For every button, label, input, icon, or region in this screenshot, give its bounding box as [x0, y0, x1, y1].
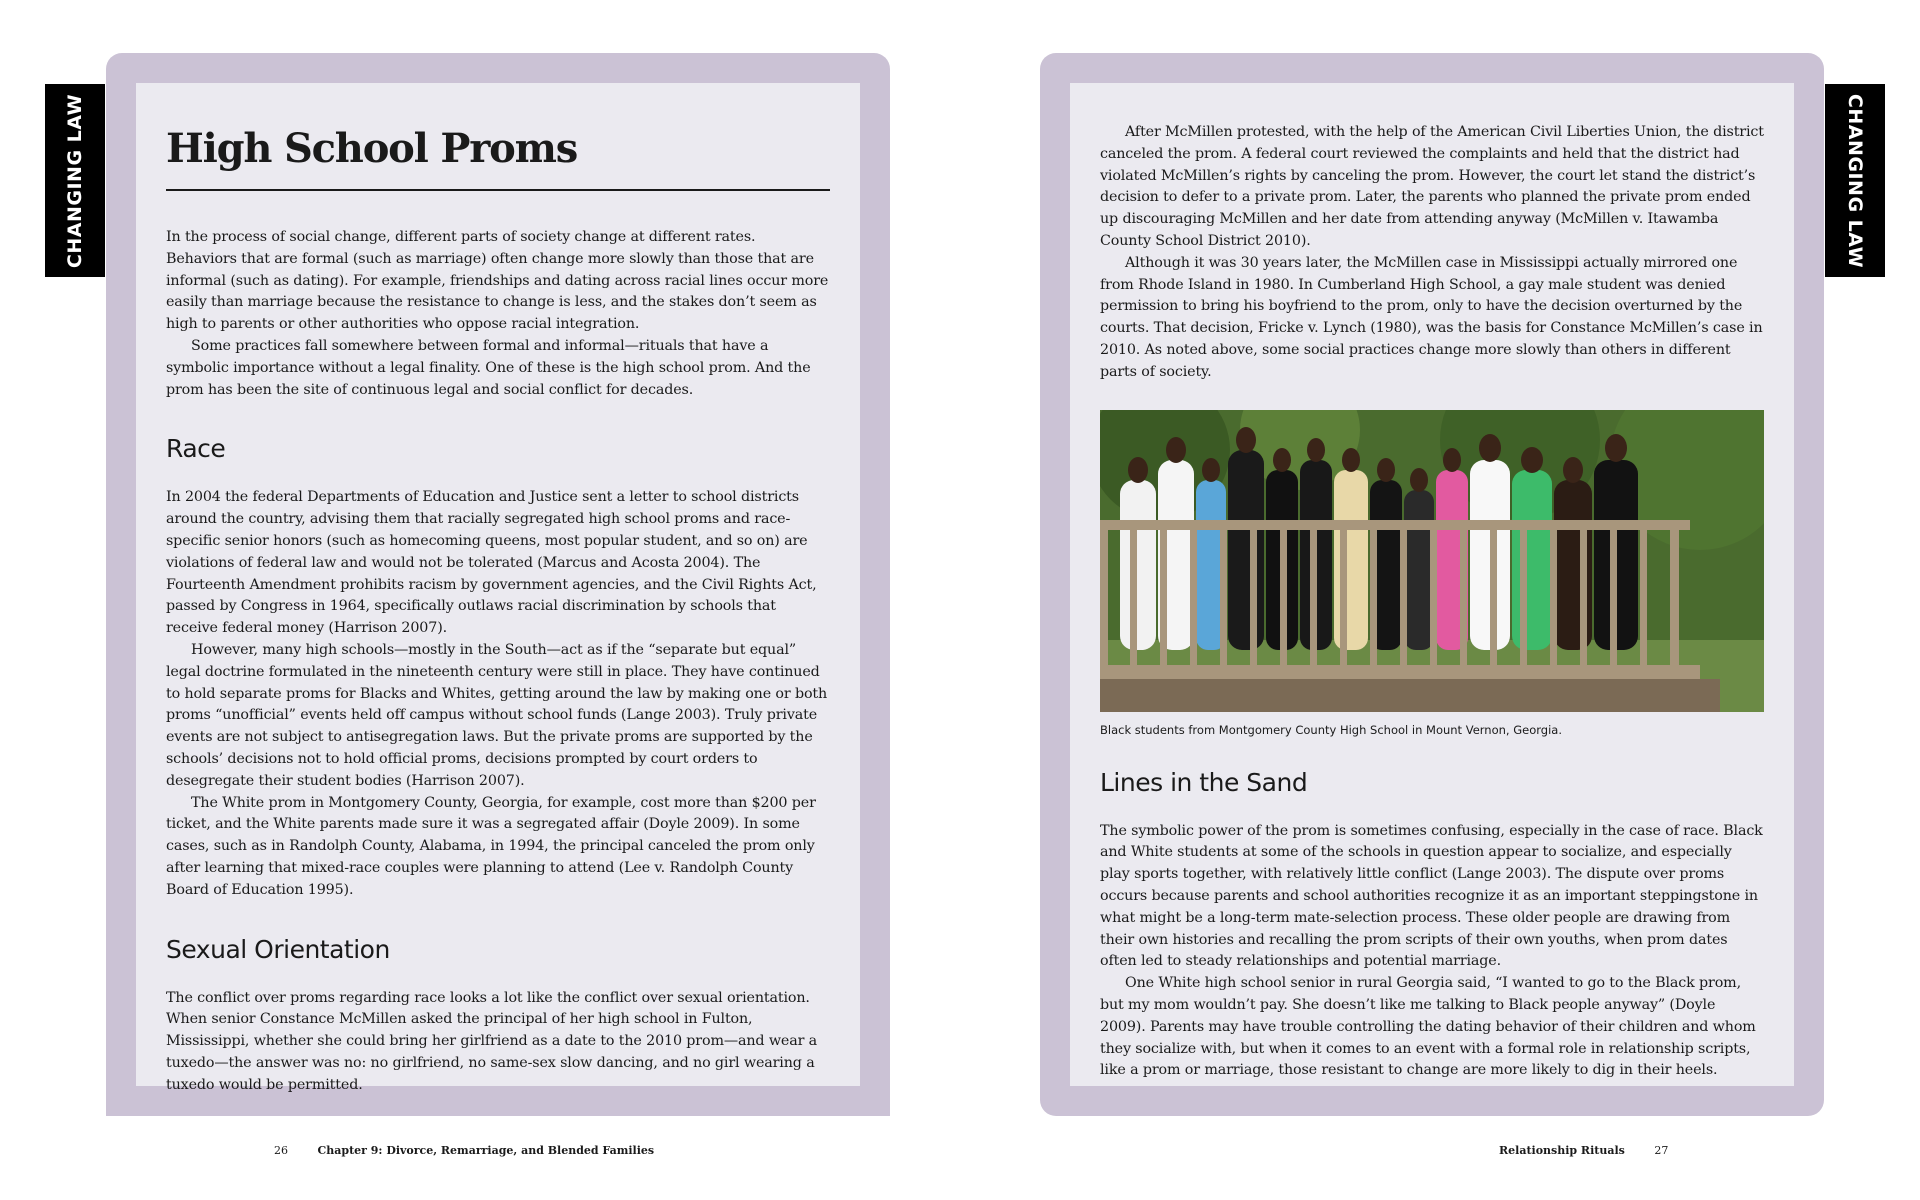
footer-page-number-left: 26 [274, 1144, 288, 1157]
left-page-panel [136, 83, 860, 1093]
race-paragraph-3: The White prom in Montgomery County, Georgia, for example, cost more than $200 per ticket, and the White parents made sure it was a segregated affair (Doyle 2009). In some cases, such as in Randolph County, Alabama, in 1994, the principal canceled the prom only after learning that mixed-race couples were planning to attend (Lee v. Randolph County Board of Education 1995). [166, 794, 816, 898]
intro-paragraph-1: In the process of social change, different parts of society change at different rates. Behaviors that are formal (such as marriage) often change more slowly than those that are informal (such as dating). For example, friendships and dating across racial lines occur more easily than marriage because the resistance to change is less, and the stakes don’t seem as high to parents or other authorities who oppose racial integration. [166, 229, 829, 333]
chapter-tab-left [45, 84, 105, 277]
intro-paragraph-2: Some practices fall somewhere between formal and informal—rituals that have a symbolic importance without a legal finality. One of these is the high school prom. And the prom has been the site of continuous legal and social conflict for decades. [166, 337, 811, 398]
chapter-tab-right [1825, 84, 1885, 277]
lines-paragraph-1: The symbolic power of the prom is sometimes confusing, especially in the case of race. Black and White students at some of the schools in question appear to socialize, and especially play sports together, with relatively little conflict (Lange 2003). The dispute over proms occurs because parents and school authorities recognize it as an important steppingstone in what might be a long-term mate-selection process. These older people are drawing from their own histories and recalling the prom scripts of their own youths, when prom dates often led to steady relationships and potential marriage. [1100, 822, 1763, 970]
left-page-frame [106, 53, 890, 1116]
lines-heading: Lines in the Sand [1100, 767, 1308, 797]
title-rule [166, 189, 830, 191]
race-paragraph-1: In 2004 the federal Departments of Education and Justice sent a letter to school districts around the country, advising them that racially segregated high school proms and race-specific senior honors (such as homecoming queens, most popular student, and so on) are violations of federal law and would not be tolerated (Marcus and Acosta 2004). The Fourteenth Amendment prohibits racism by government agencies, and the Civil Rights Act, passed by Congress in 1964, specifically outlaws racial discrimination by schools that receive federal money (Harrison 2007). [166, 489, 817, 637]
race-paragraph-2: However, many high schools—mostly in the South—act as if the “separate but equal” legal doctrine formulated in the nineteenth century were still in place. They have continued to hold separate proms for Blacks and Whites, getting around the law by making one or both proms “unofficial” events held off campus without school funds (Lange 2003). Truly private events are not subject to antisegregation laws. But the private proms are supported by the schools’ decisions not to hold official proms, decisions prompted by court orders to desegregate their student bodies (Harrison 2007). [166, 641, 828, 789]
footer-chapter-title: Chapter 9: Divorce, Remarriage, and Blended Families [317, 1144, 655, 1157]
photo-caption: Black students from Montgomery County High School in Mount Vernon, Georgia. [1100, 722, 1562, 737]
orientation-heading: Sexual Orientation [166, 934, 390, 964]
tab-label: CHANGING LAW [1844, 93, 1866, 268]
footer-section-title: Relationship Rituals [1499, 1144, 1625, 1157]
page-title: High School Proms [166, 125, 578, 172]
orientation-paragraph-1: The conflict over proms regarding race looks a lot like the conflict over sexual orientation. When senior Constance McMillen asked the principal of her high school in Fulton, Mississippi, whether she could bring her girlfriend as a date to the 2010 prom—and wear a tuxedo—the answer was no: no girlfriend, no same-sex slow dancing, and no girl wearing a tuxedo would be permitted. [166, 989, 818, 1093]
right-page-frame [1040, 53, 1824, 1116]
right-paragraph-1: After McMillen protested, with the help of the American Civil Liberties Union, the district canceled the prom. A federal court reviewed the complaints and held that the district had violated McMillen’s rights by canceling the prom. However, the court let stand the district’s decision to defer to a private prom. Later, the parents who planned the private prom ended up discouraging McMillen and her date from attending anyway (McMillen v. Itawamba County School District 2010). [1100, 124, 1764, 249]
race-heading: Race [166, 434, 226, 464]
lines-paragraph-2: One White high school senior in rural Georgia said, “I wanted to go to the Black prom, but my mom wouldn’t pay. She doesn’t like me talking to Black people anyway” (Doyle 2009). Parents may have trouble controlling the dating behavior of their children and whom they socialize with, but when it comes to an event with a formal role in relationship scripts, like a prom or marriage, those resistant to change are more likely to dig in their heels. [1100, 975, 1756, 1079]
prom-photo [1100, 410, 1764, 712]
tab-label: CHANGING LAW [64, 93, 86, 268]
right-paragraph-2: Although it was 30 years later, the McMillen case in Mississippi actually mirrored one from Rhode Island in 1980. In Cumberland High School, a gay male student was denied permission to bring his boyfriend to the prom, only to have the decision overturned by the courts. That decision, Fricke v. Lynch (1980), was the basis for Constance McMillen’s case in 2010. As noted above, some social practices change more slowly than others in different parts of society. [1100, 254, 1763, 380]
footer-page-number-right: 27 [1654, 1144, 1669, 1157]
footer-left [274, 1144, 654, 1157]
prom-photo-illustration [1100, 410, 1764, 712]
right-page-panel [1070, 83, 1794, 1086]
footer-right [1499, 1144, 1668, 1157]
